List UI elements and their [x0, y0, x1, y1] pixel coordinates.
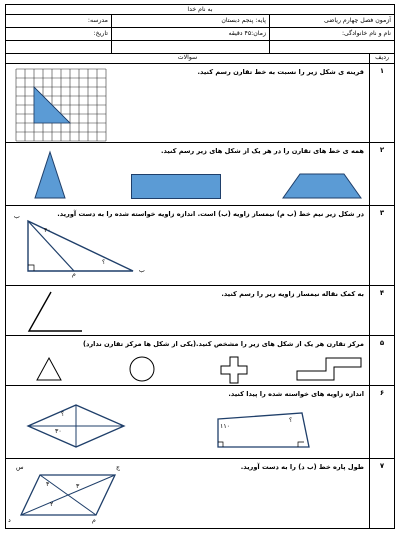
q2-triangle-shape [34, 151, 66, 199]
q7-segment-b: ۳ [76, 483, 80, 490]
duration-label: زمان:۴۵ دقیقه [228, 30, 266, 37]
bismillah: به نام خدا [187, 6, 213, 13]
q3-vertex-right: ب [139, 267, 145, 274]
question-number: ۳ [379, 209, 385, 217]
q5-step-shape [296, 357, 362, 381]
q5-plus-shape [220, 356, 248, 384]
grade-label: پایه: پنجم دبستان [221, 17, 266, 24]
question-text: قرینه ی شکل زیر را نسبت به خط تقارن رسم کنید. [197, 68, 364, 76]
q2-trapezoid-shape [282, 173, 362, 199]
q6-rhombus-angle: ۳۰ [55, 428, 62, 435]
exam-sheet [5, 4, 395, 529]
q4-angle-figure [26, 291, 86, 333]
q7-segment-a: ۴ [46, 481, 50, 488]
q7-vertex-top-right: ج [116, 464, 120, 471]
q7-segment-c: ۲ [50, 501, 54, 508]
q7-vertex-top-left: س [16, 464, 24, 471]
question-text: به کمک نقاله نیمساز زاویه زیر را رسم کنید. [221, 290, 364, 298]
question-number: ۱ [379, 67, 385, 75]
student-name-label: نام و نام خانوادگی: [341, 30, 391, 37]
date-label: تاریخ: [93, 30, 108, 37]
q3-triangle-figure [16, 215, 141, 275]
q3-vertex-top: ب [14, 213, 20, 220]
exam-title: آزمون فصل چهارم ریاضی [323, 17, 391, 24]
q5-circle-shape [129, 356, 155, 382]
column-row: ردیف [375, 54, 389, 61]
q6-rhombus-unknown: ؟ [61, 411, 65, 418]
q5-triangle-shape [36, 357, 62, 381]
question-number: ۵ [379, 339, 385, 347]
question-text: طول پاره خط (ب د) را به دست آورید. [240, 463, 364, 471]
q3-unknown-angle: ؟ [102, 259, 106, 266]
q7-parallelogram-figure [18, 471, 118, 519]
q7-vertex-bottom-left: د [8, 517, 11, 524]
question-number: ۴ [379, 289, 385, 297]
q1-grid-figure [16, 69, 106, 141]
q6-rhombus-figure [26, 403, 126, 449]
q2-rectangle-shape [131, 174, 221, 199]
question-number: ۲ [379, 146, 385, 154]
q6-trapezoid-angle: ۱۱۰ [220, 423, 230, 430]
question-text: در شکل زیر نیم خط (ب م) نیمساز زاویه (ب) است. اندازه زاویه خواسته شده را به دست آورید. [57, 210, 364, 218]
q6-trapezoid-unknown: ؟ [289, 417, 293, 424]
question-number: ۷ [379, 462, 385, 470]
column-questions: سوالات [177, 54, 198, 61]
school-label: مدرسه: [87, 17, 108, 24]
question-text: اندازه زاویه های خواسته شده را پیدا کنید. [228, 390, 364, 398]
question-text: همه ی خط های تقارن را در هر یک از شکل های زیر رسم کنید. [160, 147, 364, 155]
question-text: مرکز تقارن هر یک از شکل های زیر را مشخص کنید.(یکی از شکل ها مرکز تقارن ندارد) [82, 340, 364, 348]
q3-vertex-bottom: م [72, 271, 76, 278]
question-number: ۶ [379, 389, 385, 397]
q3-angle-label: ۴۰ [44, 227, 51, 234]
q7-vertex-bottom-right: م [92, 517, 96, 524]
